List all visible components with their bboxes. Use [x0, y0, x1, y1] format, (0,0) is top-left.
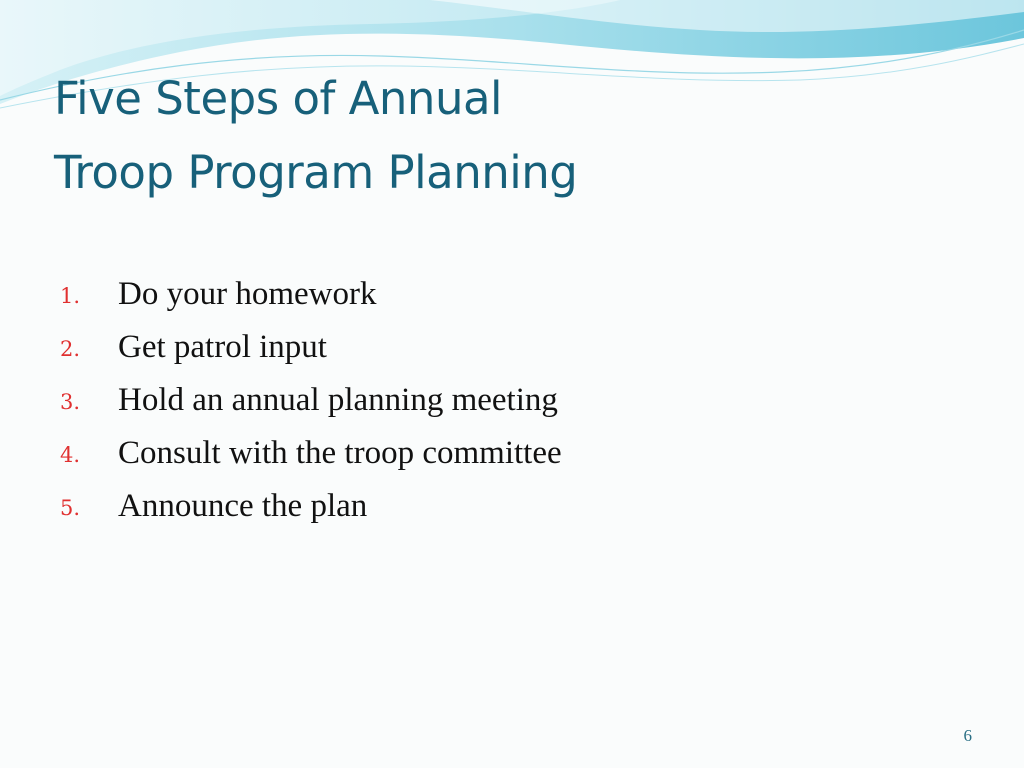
step-number: 2.	[60, 337, 81, 361]
slide-title	[54, 62, 577, 210]
slide-title-line-1: Five Steps of Annual	[54, 72, 503, 125]
step-number: 5.	[60, 496, 81, 520]
page-number: 6	[963, 726, 972, 745]
step-text: Consult with the troop committee	[118, 435, 562, 471]
slide-title-line-2: Troop Program Planning	[54, 146, 578, 199]
step-text: Hold an annual planning meeting	[118, 382, 558, 418]
step-number: 4.	[60, 443, 81, 467]
step-text: Get patrol input	[118, 329, 327, 365]
step-number: 1.	[60, 284, 81, 308]
step-text: Announce the plan	[118, 488, 368, 524]
step-number: 3.	[60, 390, 81, 414]
step-text: Do your homework	[118, 276, 377, 312]
